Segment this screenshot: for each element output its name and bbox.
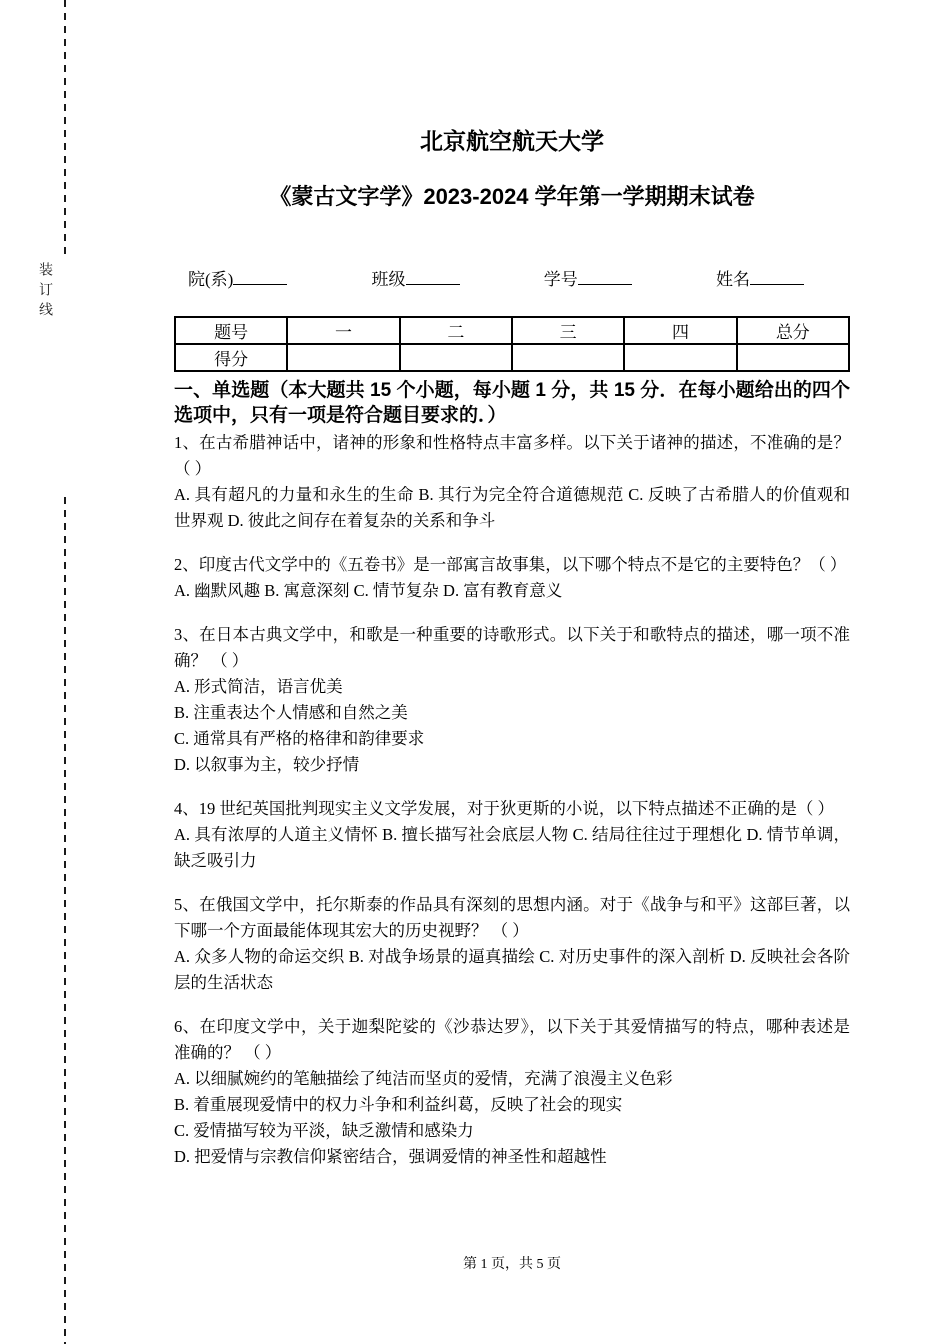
university-title: 北京航空航天大学 <box>420 128 604 154</box>
question-option: D. 把爱情与宗教信仰紧密结合，强调爱情的神圣性和超越性 <box>174 1147 607 1166</box>
question-item <box>174 892 850 996</box>
question-stem: 4、19 世纪英国批判现实主义文学发展，对于狄更斯的小说，以下特点描述不正确的是（ ） <box>174 799 834 818</box>
score-cell-empty <box>287 344 399 371</box>
question-item <box>174 430 850 534</box>
page-footer: 第 1 页，共 5 页 <box>463 1257 561 1272</box>
field-student-id-blank <box>578 269 632 285</box>
exam-title: 《蒙古文字学》2023-2024 学年第一学期期末试卷 <box>269 184 755 209</box>
score-cell-empty <box>400 344 512 371</box>
score-table-score-row <box>175 344 849 371</box>
question-item <box>174 1014 850 1170</box>
question-option: C. 通常具有严格的格律和韵律要求 <box>174 729 425 748</box>
score-cell-empty <box>737 344 849 371</box>
question-stem: 2、印度古代文学中的《五卷书》是一部寓言故事集，以下哪个特点不是它的主要特色？（ ） <box>174 555 847 574</box>
question-option: B. 注重表达个人情感和自然之美 <box>174 703 408 722</box>
field-class <box>372 268 460 292</box>
question-item <box>174 796 850 874</box>
question-item <box>174 552 850 604</box>
question-options: A. 众多人物的命运交织 B. 对战争场景的逼真描绘 C. 对历史事件的深入剖析 D. 反映社会各阶层的生活状态 <box>174 947 850 992</box>
question-stem: 5、在俄国文学中，托尔斯泰的作品具有深刻的思想内涵。对于《战争与和平》这部巨著，以下哪一个方面最能体现其宏大的历史视野？ （ ） <box>174 895 850 940</box>
field-student-id-label: 学号 <box>543 270 578 289</box>
field-department <box>188 268 287 292</box>
score-table-cell-part2: 二 <box>400 317 512 344</box>
question-stem: 6、在印度文学中，关于迦梨陀娑的《沙恭达罗》，以下关于其爱情描写的特点，哪种表述是准确的？ （ ） <box>174 1017 850 1062</box>
student-info-row <box>174 268 850 292</box>
score-table-cell-score-label: 得分 <box>175 344 287 371</box>
score-table-cell-question-number: 题号 <box>175 317 287 344</box>
field-name-label: 姓名 <box>715 270 750 289</box>
field-department-label: 院(系) <box>188 270 234 289</box>
questions-list <box>174 430 850 1170</box>
question-option: A. 以细腻婉约的笔触描绘了纯洁而坚贞的爱情，充满了浪漫主义色彩 <box>174 1069 673 1088</box>
question-stem: 3、在日本古典文学中，和歌是一种重要的诗歌形式。以下关于和歌特点的描述，哪一项不准确？ （ ） <box>174 625 850 670</box>
field-department-blank <box>233 269 287 285</box>
field-class-label: 班级 <box>371 270 406 289</box>
binding-line-label: 装订线 <box>37 262 52 322</box>
field-class-blank <box>406 269 460 285</box>
score-table-cell-part1: 一 <box>287 317 399 344</box>
binding-line-bottom <box>64 497 66 1344</box>
field-name-blank <box>750 269 804 285</box>
question-options: A. 幽默风趣 B. 寓意深刻 C. 情节复杂 D. 富有教育意义 <box>174 581 563 600</box>
binding-line-top <box>64 0 66 258</box>
question-option: C. 爱情描写较为平淡，缺乏激情和感染力 <box>174 1121 474 1140</box>
field-name <box>716 268 804 292</box>
question-option: A. 形式简洁，语言优美 <box>174 677 343 696</box>
question-option: D. 以叙事为主，较少抒情 <box>174 755 360 774</box>
field-student-id <box>544 268 632 292</box>
question-item <box>174 622 850 778</box>
score-table-header-row <box>175 317 849 344</box>
score-table-cell-total: 总分 <box>737 317 849 344</box>
score-table <box>174 316 850 372</box>
question-stem: 1、在古希腊神话中，诸神的形象和性格特点丰富多样。以下关于诸神的描述，不准确的是？（ ） <box>174 433 850 478</box>
question-options: A. 具有超凡的力量和永生的生命 B. 其行为完全符合道德规范 C. 反映了古希腊人的价值观和世界观 D. 彼此之间存在着复杂的关系和争斗 <box>174 485 850 530</box>
score-cell-empty <box>624 344 736 371</box>
score-table-cell-part3: 三 <box>512 317 624 344</box>
section-heading: 一、单选题（本大题共 15 个小题，每小题 1 分，共 15 分．在每小题给出的四个选项中，只有一项是符合题目要求的．） <box>174 380 850 426</box>
page-content <box>174 0 850 1188</box>
score-table-cell-part4: 四 <box>624 317 736 344</box>
question-options: A. 具有浓厚的人道主义情怀 B. 擅长描写社会底层人物 C. 结局往往过于理想化 D. 情节单调，缺乏吸引力 <box>174 825 850 870</box>
score-cell-empty <box>512 344 624 371</box>
question-option: B. 着重展现爱情中的权力斗争和利益纠葛，反映了社会的现实 <box>174 1095 623 1114</box>
